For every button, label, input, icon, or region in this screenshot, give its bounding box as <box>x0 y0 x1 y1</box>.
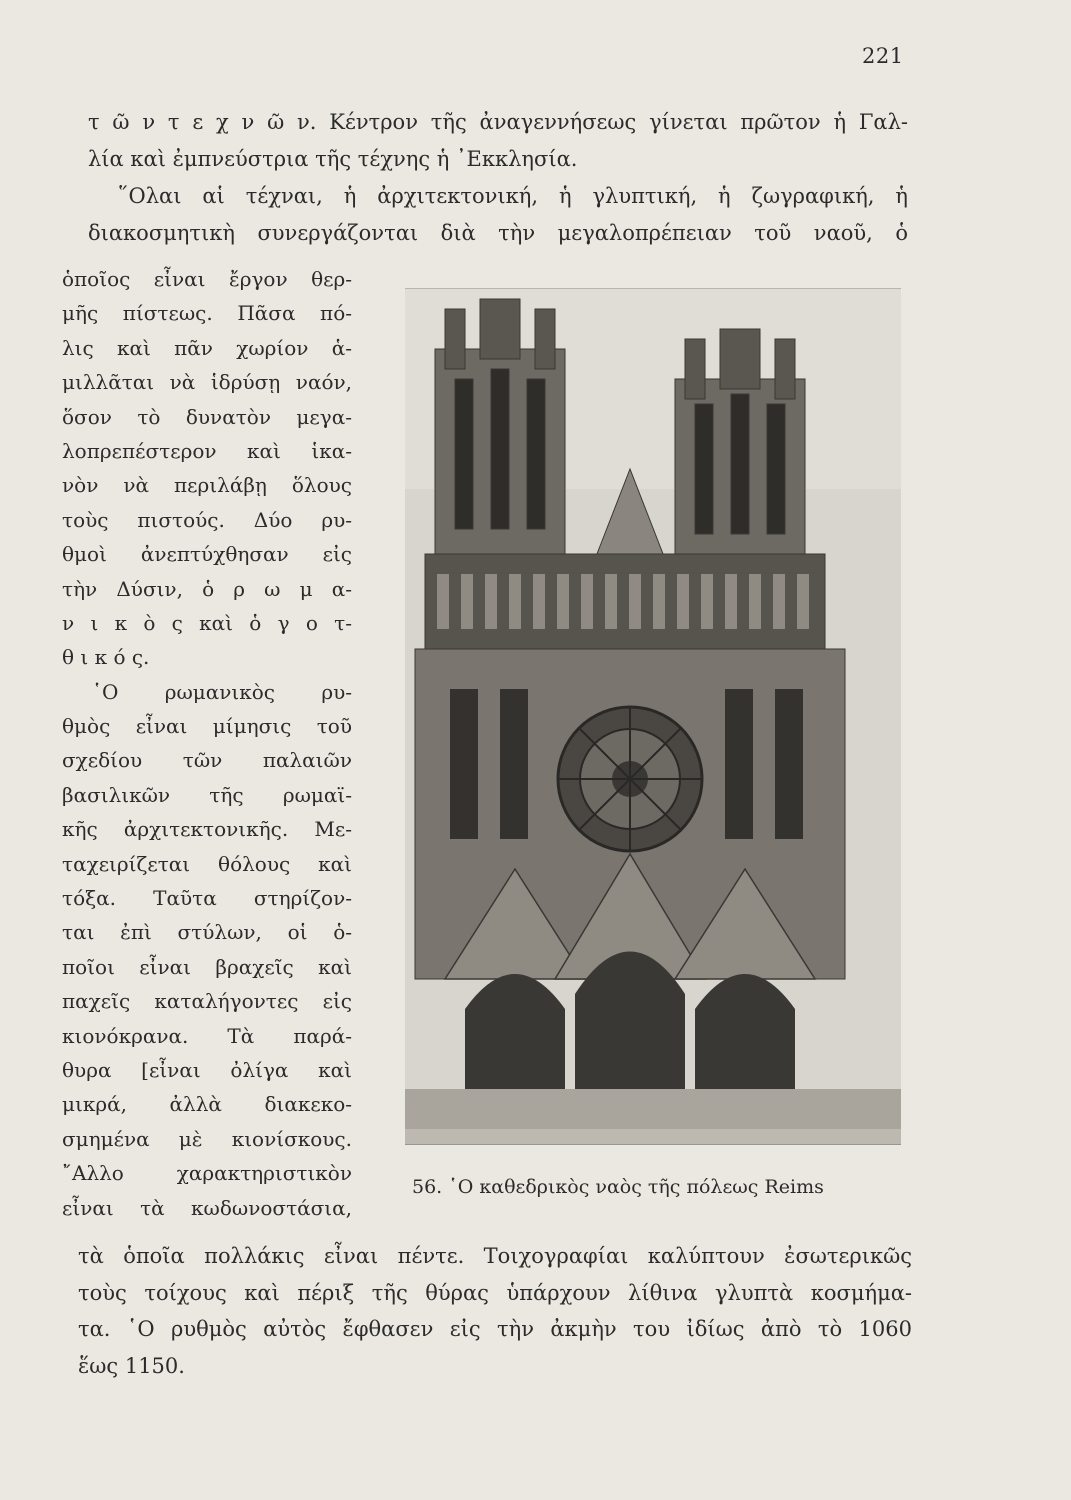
left-column-text <box>62 262 352 1225</box>
cathedral-figure <box>405 288 901 1145</box>
text-line: ἕως 1150. <box>78 1353 185 1378</box>
text-line: ῎Αλλο χαρακτηριστικὸν <box>62 1161 352 1186</box>
top-text-block <box>88 104 908 252</box>
right-tower <box>675 329 805 559</box>
text-line: διακοσμητικὴ συνεργάζονται διὰ τὴν μεγαλοπρέπειαν τοῦ ναοῦ, ὁ <box>88 221 908 245</box>
text-line: θμὸς εἶναι μίμησις τοῦ <box>62 714 352 739</box>
page-number: 221 <box>862 44 904 68</box>
bottom-text-block <box>78 1238 912 1384</box>
text-line: τ ῶ ν τ ε χ ν ῶ ν. Κέντρον τῆς ἀναγεννήσεως γίνεται πρῶτον ἡ Γαλ- <box>88 110 908 134</box>
text-line: κῆς ἀρχιτεκτονικῆς. Με- <box>62 817 352 842</box>
text-line: μικρά, ἀλλὰ διακεκο- <box>62 1092 352 1117</box>
text-line: μιλλᾶται νὰ ἱδρύσῃ ναόν, <box>62 370 352 395</box>
text-line: λία καὶ ἐμπνεύστρια τῆς τέχνης ἡ ᾿Εκκλησία. <box>88 147 578 171</box>
text-line: κιονόκρανα. Τὰ παρά- <box>62 1023 352 1048</box>
text-line: σμημένα μὲ κιονίσκους. <box>62 1126 352 1151</box>
text-line: παχεῖς καταλήγοντες εἰς <box>62 989 352 1014</box>
text-line: τὰ ὁποῖα πολλάκις εἶναι πέντε. Τοιχογραφίαι καλύπτουν ἐσωτερικῶς <box>78 1244 912 1268</box>
text-line: τόξα. Ταῦτα στηρίζον- <box>62 886 352 911</box>
text-line: μῆς πίστεως. Πᾶσα πό- <box>62 301 352 326</box>
text-line: ποῖοι εἶναι βραχεῖς καὶ <box>62 954 352 979</box>
text-line: ὅσον τὸ δυνατὸν μεγα- <box>62 404 352 429</box>
text-line: τα. ῾Ο ρυθμὸς αὐτὸς ἔφθασεν εἰς τὴν ἀκμὴν του ἰδίως ἀπὸ τὸ 1060 <box>78 1317 912 1341</box>
text-line: θ ι κ ό ς. <box>62 645 150 670</box>
text-line: τὴν Δύσιν, ὁ ρ ω μ α- <box>62 576 352 601</box>
text-line: τοὺς τοίχους καὶ πέριξ τῆς θύρας ὑπάρχουν λίθινα γλυπτὰ κοσμήμα- <box>78 1280 912 1305</box>
text-line: λοπρεπέστερον καὶ ἱκα- <box>62 438 352 463</box>
text-line: σχεδίου τῶν παλαιῶν <box>62 748 352 773</box>
left-tower <box>435 299 565 559</box>
text-line: εἶναι τὰ κωδωνοστάσια, <box>62 1195 352 1220</box>
text-line: ῾Ο ρωμανικὸς ρυ- <box>92 679 352 704</box>
text-line: νὸν νὰ περιλάβῃ ὅλους <box>62 473 352 498</box>
text-line: ταχειρίζεται θόλους καὶ <box>62 851 352 876</box>
text-line: τοὺς πιστούς. Δύο ρυ- <box>62 507 352 532</box>
text-line: ῞Ολαι αἱ τέχναι, ἡ ἀρχιτεκτονική, ἡ γλυπτική, ἡ ζωγραφική, ἡ <box>118 184 908 208</box>
cathedral-photo-illustration <box>405 289 901 1144</box>
rose-window <box>558 707 702 851</box>
text-line: λις καὶ πᾶν χωρίον ἁ- <box>62 335 352 360</box>
text-line: θμοὶ ἀνεπτύχθησαν εἰς <box>62 542 352 567</box>
text-line: ὁποῖος εἶναι ἔργον θερ- <box>62 267 352 291</box>
text-line: θυρα [εἶναι ὀλίγα καὶ <box>62 1057 352 1082</box>
text-line: ται ἐπὶ στύλων, οἱ ὁ- <box>62 920 352 945</box>
figure-caption: 56. ῾Ο καθεδρικὸς ναὸς τῆς πόλεως Reims <box>412 1176 824 1198</box>
text-line: ν ι κ ὸ ς καὶ ὁ γ ο τ- <box>62 610 352 635</box>
text-line: βασιλικῶν τῆς ρωμαϊ- <box>62 782 352 807</box>
